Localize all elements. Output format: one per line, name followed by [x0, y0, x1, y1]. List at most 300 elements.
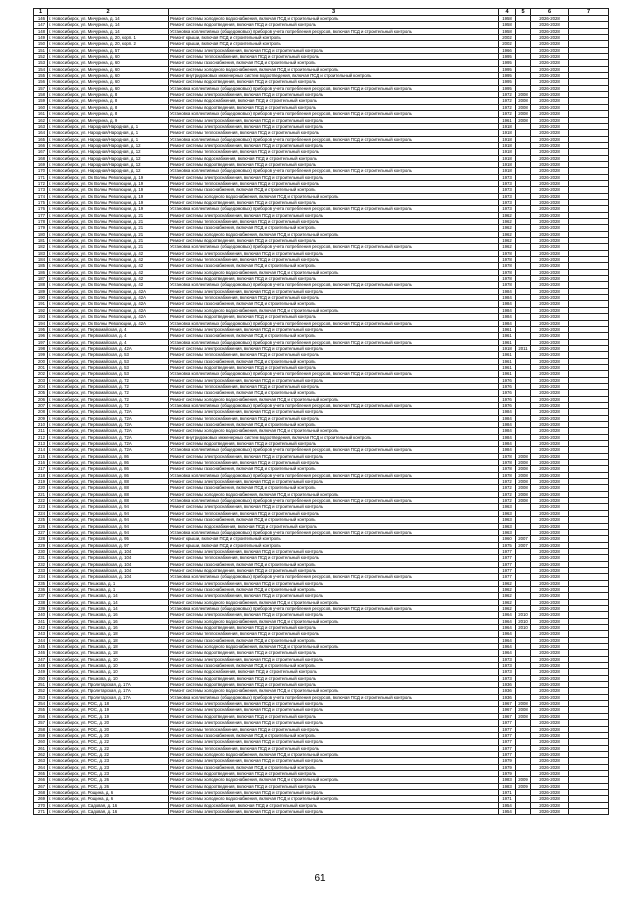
- cell-row-number: 257: [34, 720, 48, 726]
- cell-repair-period: 2026-2028: [531, 656, 569, 662]
- cell-row-number: 201: [34, 364, 48, 370]
- cell-year-built: 1964: [499, 650, 516, 656]
- cell-row-number: 245: [34, 644, 48, 650]
- cell-repair-period: 2026-2028: [531, 364, 569, 370]
- cell-repair-period: 2026-2028: [531, 517, 569, 523]
- cell-row-number: 169: [34, 161, 48, 167]
- cell-year-built: 1918: [499, 123, 516, 129]
- cell-work-type: Ремонт системы электроснабжения, включая ПСД и строительный контроль: [169, 377, 499, 383]
- cell-address: г. Новосибирск, ул. Первомайская, д. 72: [48, 396, 169, 402]
- cell-work-type: Ремонт системы теплоснабжения, включая ПСД и строительный контроль: [169, 295, 499, 301]
- cell-repair-period: 2026-2028: [531, 199, 569, 205]
- cell-year-built: 1966: [499, 47, 516, 53]
- cell-work-type: Ремонт системы электроснабжения, включая ПСД и строительный контроль: [169, 409, 499, 415]
- cell-work-type: Ремонт системы электроснабжения, включая ПСД и строительный контроль: [169, 548, 499, 554]
- cell-work-type: Ремонт системы холодного водоснабжения, включая ПСД и строительный контроль: [169, 777, 499, 783]
- cell-year-built: 1973: [499, 193, 516, 199]
- cell-address: г. Новосибирск, ул. Первомайская, д. 4: [48, 326, 169, 332]
- cell-year-built: 1962: [499, 586, 516, 592]
- cell-address: г. Новосибирск, ул. Первомайская, д. 72: [48, 402, 169, 408]
- cell-row-number: 253: [34, 694, 48, 700]
- cell-address: г. Новосибирск, ул. Мичурина, д. 14: [48, 16, 169, 22]
- cell-row-number: 221: [34, 491, 48, 497]
- cell-address: г. Новосибирск, ул. Пешкова, д. 18: [48, 650, 169, 656]
- cell-work-type: Установка коллективных (общедомовых) приборов учета потребления ресурсов, включая ПСД и строительный контроль: [169, 339, 499, 345]
- cell-row-number: 250: [34, 675, 48, 681]
- cell-row-number: 241: [34, 618, 48, 624]
- cell-row-number: 260: [34, 739, 48, 745]
- cell-repair-period: 2026-2028: [531, 390, 569, 396]
- cell-repair-period: 2026-2028: [531, 231, 569, 237]
- cell-repair-period: 2026-2028: [531, 28, 569, 34]
- cell-repair-period: 2026-2028: [531, 263, 569, 269]
- cell-year-built: 1961: [499, 333, 516, 339]
- cell-row-number: 212: [34, 434, 48, 440]
- cell-work-type: Ремонт системы водоотведения, включая ПСД и строительный контроль: [169, 161, 499, 167]
- cell-row-number: 266: [34, 777, 48, 783]
- cell-address: г. Новосибирск, ул. Ок Волны Революции, д. 42А: [48, 320, 169, 326]
- cell-work-type: Ремонт системы электроснабжения, включая ПСД и строительный контроль: [169, 593, 499, 599]
- cell-work-type: Установка коллективных (общедомовых) приборов учета потребления ресурсов, включая ПСД и строительный контроль: [169, 605, 499, 611]
- cell-address: г. Новосибирск, ул. Народная/Народная, д. 12: [48, 168, 169, 174]
- cell-row-number: 224: [34, 510, 48, 516]
- cell-year-built: 1973: [499, 180, 516, 186]
- cell-year-built: 1936: [499, 682, 516, 688]
- cell-work-type: Ремонт системы теплоснабжения, включая ПСД и строительный контроль: [169, 510, 499, 516]
- cell-row-number: 148: [34, 28, 48, 34]
- cell-year-built: 1918: [499, 142, 516, 148]
- cell-repair-period: 2026-2028: [531, 136, 569, 142]
- cell-year-built: 1978: [499, 472, 516, 478]
- cell-row-number: 204: [34, 383, 48, 389]
- cell-year-built: 1984: [499, 295, 516, 301]
- cell-repair-period: 2026-2028: [531, 694, 569, 700]
- cell-row-number: 185: [34, 263, 48, 269]
- cell-year-built: 1984: [499, 409, 516, 415]
- cell-row-number: 240: [34, 612, 48, 618]
- cell-address: г. Новосибирск, ул. Пешкова, д. 1: [48, 586, 169, 592]
- cell-work-type: Ремонт системы водоотведения, включая ПСД и строительный контроль: [169, 364, 499, 370]
- cell-repair-period: 2026-2028: [531, 123, 569, 129]
- cell-address: г. Новосибирск, ул. Первомайская, д. 72А: [48, 415, 169, 421]
- cell-address: г. Новосибирск, ул. Рощина, д. 6: [48, 796, 169, 802]
- cell-work-type: Установка коллективных (общедомовых) приборов учета потребления ресурсов, включая ПСД и строительный контроль: [169, 694, 499, 700]
- cell-year-built: 1963: [499, 510, 516, 516]
- cell-address: г. Новосибирск, ул. Пешкова, д. 16: [48, 625, 169, 631]
- cell-work-type: Ремонт системы водоотведения, включая ПСД и строительный контроль: [169, 104, 499, 110]
- cell-row-number: 237: [34, 593, 48, 599]
- cell-year-built: 1973: [499, 206, 516, 212]
- cell-year-built: 1977: [499, 555, 516, 561]
- cell-year-built: 1972: [499, 485, 516, 491]
- cell-address: г. Новосибирск, ул. Пешкова, д. 18: [48, 644, 169, 650]
- cell-work-type: Ремонт системы электроснабжения, включая ПСД и строительный контроль: [169, 212, 499, 218]
- cell-repair-period: 2026-2028: [531, 580, 569, 586]
- cell-year-built: 1977: [499, 751, 516, 757]
- cell-address: г. Новосибирск, ул. Мичурина, д. 20, корп. 1: [48, 35, 169, 41]
- cell-address: г. Новосибирск, ул. РОС, д. 23: [48, 764, 169, 770]
- cell-year-built: 1976: [499, 383, 516, 389]
- cell-address: г. Новосибирск, ул. Рощина, д. 6: [48, 789, 169, 795]
- cell-work-type: Ремонт системы газоснабжения, включая ПСД и строительный контроль: [169, 764, 499, 770]
- cell-repair-period: 2026-2028: [531, 631, 569, 637]
- cell-work-type: Ремонт системы холодного водоснабжения, включая ПСД и строительный контроль: [169, 428, 499, 434]
- cell-year-built: 1964: [499, 637, 516, 643]
- cell-work-type: Ремонт системы электроснабжения, включая ПСД и строительный контроль: [169, 453, 499, 459]
- cell-year-reconstructed: 2010: [516, 612, 531, 618]
- cell-row-number: 188: [34, 282, 48, 288]
- cell-year-built: 1967: [499, 701, 516, 707]
- cell-repair-period: 2026-2028: [531, 770, 569, 776]
- cell-address: г. Новосибирск, ул. Пешкова, д. 16: [48, 612, 169, 618]
- cell-row-number: 214: [34, 447, 48, 453]
- cell-work-type: Ремонт крыши, включая ПСД и строительный контроль: [169, 536, 499, 542]
- cell-address: г. Новосибирск, ул. Ок Волны Революции, д. 21: [48, 225, 169, 231]
- cell-address: г. Новосибирск, ул. Мичурина, д. 9: [48, 117, 169, 123]
- cell-address: г. Новосибирск, ул. Первомайская, д. 94: [48, 510, 169, 516]
- cell-work-type: Ремонт системы электроснабжения, включая ПСД и строительный контроль: [169, 92, 499, 98]
- cell-row-number: 158: [34, 92, 48, 98]
- cell-address: г. Новосибирск, ул. Первомайская, д. 72: [48, 383, 169, 389]
- cell-address: г. Новосибирск, ул. РОС, д. 22: [48, 745, 169, 751]
- cell-work-type: Ремонт системы теплоснабжения, включая ПСД и строительный контроль: [169, 555, 499, 561]
- cell-row-number: 246: [34, 650, 48, 656]
- cell-repair-period: 2026-2028: [531, 713, 569, 719]
- cell-repair-period: 2026-2028: [531, 466, 569, 472]
- cell-address: г. Новосибирск, ул. Народная/Народная, д. 1: [48, 123, 169, 129]
- cell-repair-period: 2026-2028: [531, 675, 569, 681]
- cell-address: г. Новосибирск, ул. Ок Волны Революции, д. 19: [48, 180, 169, 186]
- cell-row-number: 232: [34, 561, 48, 567]
- cell-row-number: 199: [34, 352, 48, 358]
- cell-repair-period: 2026-2028: [531, 206, 569, 212]
- cell-address: г. Новосибирск, ул. Первомайская, д. 72: [48, 390, 169, 396]
- header-cell-2: 2: [48, 9, 169, 16]
- cell-year-reconstructed: 2007: [516, 536, 531, 542]
- cell-repair-period: 2026-2028: [531, 422, 569, 428]
- header-cell-1: 1: [34, 9, 48, 16]
- cell-work-type: Установка коллективных (общедомовых) приборов учета потребления ресурсов, включая ПСД и строительный контроль: [169, 574, 499, 580]
- cell-row-number: 209: [34, 415, 48, 421]
- cell-year-built: 1962: [499, 593, 516, 599]
- cell-row-number: 161: [34, 111, 48, 117]
- capital-repair-table: [33, 8, 609, 815]
- cell-year-built: 1977: [499, 548, 516, 554]
- cell-row-number: 163: [34, 123, 48, 129]
- cell-address: г. Новосибирск, ул. Мичурина, д. 60: [48, 73, 169, 79]
- cell-repair-period: 2026-2028: [531, 225, 569, 231]
- cell-repair-period: 2026-2028: [531, 314, 569, 320]
- cell-year-built: 1973: [499, 187, 516, 193]
- cell-address: г. Новосибирск, ул. РОС, д. 20: [48, 720, 169, 726]
- cell-address: г. Новосибирск, ул. Первомайская, д. 94: [48, 517, 169, 523]
- cell-row-number: 176: [34, 206, 48, 212]
- cell-work-type: Ремонт системы теплоснабжения, включая ПСД и строительный контроль: [169, 54, 499, 60]
- cell-year-built: 1961: [499, 352, 516, 358]
- cell-repair-period: 2026-2028: [531, 282, 569, 288]
- cell-work-type: Ремонт крыши, включая ПСД и строительный контроль: [169, 35, 499, 41]
- cell-work-type: Установка коллективных (общедомовых) приборов учета потребления ресурсов, включая ПСД и строительный контроль: [169, 168, 499, 174]
- cell-work-type: Ремонт внутридомовых инженерных систем водоотведения, включая ПСД и строительный контроль: [169, 73, 499, 79]
- cell-year-reconstructed: [516, 808, 531, 814]
- cell-year-built: 1977: [499, 561, 516, 567]
- cell-row-number: 166: [34, 142, 48, 148]
- cell-repair-period: 2026-2028: [531, 460, 569, 466]
- cell-repair-period: 2026-2028: [531, 758, 569, 764]
- cell-repair-period: 2026-2028: [531, 732, 569, 738]
- cell-row-number: 195: [34, 326, 48, 332]
- cell-year-built: 1964: [499, 631, 516, 637]
- cell-address: г. Новосибирск, ул. Первомайская, д. 4: [48, 333, 169, 339]
- cell-address: г. Новосибирск, ул. Пешкова, д. 10: [48, 669, 169, 675]
- cell-row-number: 149: [34, 35, 48, 41]
- cell-year-built: 1967: [499, 713, 516, 719]
- header-cell-5: 5: [516, 9, 531, 16]
- cell-year-built: 1984: [499, 422, 516, 428]
- cell-row-number: 207: [34, 402, 48, 408]
- cell-repair-period: 2026-2028: [531, 682, 569, 688]
- cell-row-number: 233: [34, 567, 48, 573]
- cell-year-built: 1977: [499, 720, 516, 726]
- cell-year-built: 1978: [499, 263, 516, 269]
- cell-year-built: 1978: [499, 282, 516, 288]
- cell-row-number: 178: [34, 219, 48, 225]
- cell-year-built: 1978: [499, 257, 516, 263]
- cell-work-type: Ремонт системы газоснабжения, включая ПСД и строительный контроль: [169, 732, 499, 738]
- cell-address: г. Новосибирск, ул. Первомайская, д. 53: [48, 352, 169, 358]
- cell-year-built: 1972: [499, 98, 516, 104]
- cell-work-type: Ремонт системы водоснабжения, включая ПСД и строительный контроль: [169, 98, 499, 104]
- cell-row-number: 179: [34, 225, 48, 231]
- cell-row-number: 205: [34, 390, 48, 396]
- cell-year-built: 1964: [499, 625, 516, 631]
- cell-year-reconstructed: 2008: [516, 485, 531, 491]
- cell-repair-period: 2026-2028: [531, 529, 569, 535]
- cell-repair-period: 2026-2028: [531, 751, 569, 757]
- cell-work-type: Ремонт системы газоснабжения, включая ПСД и строительный контроль: [169, 225, 499, 231]
- cell-repair-period: 2026-2028: [531, 174, 569, 180]
- cell-repair-period: 2026-2028: [531, 764, 569, 770]
- cell-row-number: 151: [34, 47, 48, 53]
- cell-year-built: 1978: [499, 250, 516, 256]
- cell-work-type: Установка коллективных (общедомовых) приборов учета потребления ресурсов, включая ПСД и строительный контроль: [169, 529, 499, 535]
- cell-year-built: 1963: [499, 504, 516, 510]
- cell-work-type: Ремонт системы электроснабжения, включая ПСД и строительный контроль: [169, 123, 499, 129]
- cell-year-built: 1967: [499, 707, 516, 713]
- cell-row-number: 226: [34, 523, 48, 529]
- cell-address: г. Новосибирск, ул. Ок Волны Революции, д. 19: [48, 174, 169, 180]
- cell-row-number: 194: [34, 320, 48, 326]
- cell-row-number: 252: [34, 688, 48, 694]
- cell-address: г. Новосибирск, ул. Народная/Народная, д. 12: [48, 155, 169, 161]
- cell-address: г. Новосибирск, ул. Первомайская, д. 88: [48, 491, 169, 497]
- cell-work-type: Установка коллективных (общедомовых) приборов учета потребления ресурсов, включая ПСД и строительный контроль: [169, 28, 499, 34]
- cell-year-built: 1962: [499, 244, 516, 250]
- table-row: [34, 453, 609, 459]
- cell-address: г. Новосибирск, ул. Первомайская, д. 86: [48, 453, 169, 459]
- cell-address: г. Новосибирск, ул. Народная/Народная, д. 1: [48, 136, 169, 142]
- cell-year-built: 1978: [499, 276, 516, 282]
- cell-repair-period: 2026-2028: [531, 593, 569, 599]
- cell-repair-period: 2026-2028: [531, 187, 569, 193]
- cell-year-built: 1973: [499, 174, 516, 180]
- cell-repair-period: 2026-2028: [531, 250, 569, 256]
- cell-work-type: Ремонт системы холодного водоснабжения, включая ПСД и строительный контроль: [169, 396, 499, 402]
- cell-address: г. Новосибирск, ул. Пешкова, д. 14: [48, 605, 169, 611]
- cell-address: г. Новосибирск, ул. Первомайская, д. 94: [48, 523, 169, 529]
- cell-year-built: 1971: [499, 796, 516, 802]
- cell-work-type: Ремонт системы водоотведения, включая ПСД и строительный контроль: [169, 650, 499, 656]
- cell-work-type: Ремонт системы теплоснабжения, включая ПСД и строительный контроль: [169, 180, 499, 186]
- cell-work-type: Ремонт системы электроснабжения, включая ПСД и строительный контроль: [169, 250, 499, 256]
- cell-repair-period: 2026-2028: [531, 504, 569, 510]
- cell-year-built: 1984: [499, 301, 516, 307]
- cell-address: г. Новосибирск, ул. РОС, д. 22: [48, 739, 169, 745]
- cell-work-type: Ремонт системы электроснабжения, включая ПСД и строительный контроль: [169, 174, 499, 180]
- cell-year-built: 1984: [499, 314, 516, 320]
- cell-work-type: Ремонт системы электроснабжения, включая ПСД и строительный контроль: [169, 808, 499, 814]
- cell-row-number: 262: [34, 751, 48, 757]
- cell-row-number: 235: [34, 580, 48, 586]
- cell-address: г. Новосибирск, ул. Пешкова, д. 18: [48, 637, 169, 643]
- cell-year-built: 1962: [499, 219, 516, 225]
- cell-repair-period: 2026-2028: [531, 428, 569, 434]
- cell-work-type: Ремонт системы водоснабжения, включая ПСД и строительный контроль: [169, 155, 499, 161]
- cell-repair-period: 2026-2028: [531, 155, 569, 161]
- cell-address: г. Новосибирск, ул. Первомайская, д. 72А: [48, 447, 169, 453]
- cell-address: г. Новосибирск, ул. РОС, д. 22: [48, 751, 169, 757]
- cell-address: г. Новосибирск, ул. Первомайская, д. 104: [48, 555, 169, 561]
- cell-work-type: Ремонт системы холодного водоснабжения, включая ПСД и строительный контроль: [169, 796, 499, 802]
- table-row: [34, 479, 609, 485]
- cell-repair-period: 2026-2028: [531, 548, 569, 554]
- cell-work-type: Ремонт системы холодного водоснабжения, включая ПСД и строительный контроль: [169, 618, 499, 624]
- cell-address: г. Новосибирск, ул. Первомайская, д. 97: [48, 542, 169, 548]
- cell-year-built: 1978: [499, 466, 516, 472]
- cell-year-built: 1936: [499, 688, 516, 694]
- cell-repair-period: 2026-2028: [531, 358, 569, 364]
- cell-work-type: Ремонт системы холодного водоснабжения, включая ПСД и строительный контроль: [169, 269, 499, 275]
- cell-address: г. Новосибирск, ул. Первомайская, д. 72А: [48, 434, 169, 440]
- cell-work-type: Ремонт системы теплоснабжения, включая ПСД и строительный контроль: [169, 745, 499, 751]
- cell-address: г. Новосибирск, ул. Мичурина, д. 57: [48, 47, 169, 53]
- cell-work-type: Ремонт системы газоснабжения, включая ПСД и строительный контроль: [169, 60, 499, 66]
- cell-extra: [569, 808, 609, 814]
- cell-repair-period: 2026-2028: [531, 510, 569, 516]
- cell-address: г. Новосибирск, ул. Народная/Народная, д. 12: [48, 161, 169, 167]
- cell-address: г. Новосибирск, ул. Первомайская, д. 95: [48, 536, 169, 542]
- cell-year-built: 1954: [499, 808, 516, 814]
- cell-year-built: 1961: [499, 364, 516, 370]
- cell-repair-period: 2026-2028: [531, 555, 569, 561]
- cell-work-type: Ремонт системы теплоснабжения, включая ПСД и строительный контроль: [169, 219, 499, 225]
- table-row: [34, 808, 609, 814]
- cell-work-type: Ремонт системы электроснабжения, включая ПСД и строительный контроль: [169, 789, 499, 795]
- cell-work-type: Ремонт системы электроснабжения, включая ПСД и строительный контроль: [169, 758, 499, 764]
- cell-row-number: 162: [34, 117, 48, 123]
- cell-address: г. Новосибирск, ул. Ок Волны Революции, д. 42: [48, 250, 169, 256]
- cell-year-built: 1936: [499, 694, 516, 700]
- cell-year-built: 1984: [499, 307, 516, 313]
- cell-address: г. Новосибирск, ул. Первомайская, д. 72А: [48, 428, 169, 434]
- cell-repair-period: 2026-2028: [531, 650, 569, 656]
- cell-year-built: 1972: [499, 92, 516, 98]
- cell-work-type: Ремонт системы теплоснабжения, включая ПСД и строительный контроль: [169, 415, 499, 421]
- cell-repair-period: 2026-2028: [531, 618, 569, 624]
- cell-year-built: 1962: [499, 231, 516, 237]
- cell-repair-period: 2026-2028: [531, 168, 569, 174]
- cell-address: г. Новосибирск, ул. Ок Волны Революции, д. 21: [48, 238, 169, 244]
- cell-year-reconstructed: 2008: [516, 460, 531, 466]
- cell-repair-period: 2026-2028: [531, 777, 569, 783]
- cell-year-built: 1958: [499, 22, 516, 28]
- cell-repair-period: 2026-2028: [531, 180, 569, 186]
- cell-row-number: 156: [34, 79, 48, 85]
- cell-address: г. Новосибирск, ул. Пешкова, д. 10: [48, 663, 169, 669]
- cell-row-number: 268: [34, 789, 48, 795]
- table-row: [34, 491, 609, 497]
- cell-year-built: 1972: [499, 491, 516, 497]
- cell-row-number: 200: [34, 358, 48, 364]
- cell-repair-period: 2026-2028: [531, 447, 569, 453]
- page-number: 61: [314, 873, 326, 884]
- cell-address: г. Новосибирск, ул. Ок Волны Революции, д. 21: [48, 231, 169, 237]
- cell-repair-period: 2026-2028: [531, 212, 569, 218]
- cell-repair-period: 2026-2028: [531, 567, 569, 573]
- cell-work-type: Ремонт системы газоснабжения, включая ПСД и строительный контроль: [169, 301, 499, 307]
- cell-address: г. Новосибирск, ул. Первомайская, д. 53: [48, 358, 169, 364]
- cell-repair-period: 2026-2028: [531, 345, 569, 351]
- cell-address: г. Новосибирск, ул. Пролетарская, д. 17А: [48, 688, 169, 694]
- cell-year-reconstructed: 2008: [516, 472, 531, 478]
- cell-repair-period: 2026-2028: [531, 238, 569, 244]
- cell-repair-period: 2026-2028: [531, 104, 569, 110]
- cell-row-number: 184: [34, 257, 48, 263]
- cell-repair-period: 2026-2028: [531, 453, 569, 459]
- cell-year-built: 1973: [499, 669, 516, 675]
- cell-year-built: 1984: [499, 415, 516, 421]
- cell-year-built: 1962: [499, 212, 516, 218]
- cell-year-reconstructed: 2008: [516, 713, 531, 719]
- cell-repair-period: 2026-2028: [531, 269, 569, 275]
- cell-work-type: Установка коллективных (общедомовых) приборов учета потребления ресурсов, включая ПСД и строительный контроль: [169, 206, 499, 212]
- cell-year-built: 1973: [499, 675, 516, 681]
- cell-work-type: Ремонт системы электроснабжения, включая ПСД и строительный контроль: [169, 720, 499, 726]
- cell-row-number: 255: [34, 707, 48, 713]
- cell-address: г. Новосибирск, ул. Садовая, д. 16: [48, 802, 169, 808]
- cell-address: г. Новосибирск, ул. Ок Волны Революции, д. 19: [48, 206, 169, 212]
- cell-row-number: 191: [34, 301, 48, 307]
- cell-repair-period: 2026-2028: [531, 142, 569, 148]
- cell-address: г. Новосибирск, ул. Первомайская, д. 53: [48, 371, 169, 377]
- cell-address: г. Новосибирск, ул. Ок Волны Революции, д. 42: [48, 276, 169, 282]
- cell-address: г. Новосибирск, ул. Первомайская, д. 72А: [48, 441, 169, 447]
- cell-year-built: 1972: [499, 498, 516, 504]
- cell-row-number: 267: [34, 783, 48, 789]
- cell-repair-period: 2026-2028: [531, 726, 569, 732]
- cell-row-number: 271: [34, 808, 48, 814]
- cell-row-number: 270: [34, 802, 48, 808]
- cell-address: г. Новосибирск, ул. Первомайская, д. 86: [48, 460, 169, 466]
- cell-repair-period: 2026-2028: [531, 783, 569, 789]
- cell-year-built: 1978: [499, 460, 516, 466]
- cell-row-number: 230: [34, 548, 48, 554]
- cell-row-number: 243: [34, 631, 48, 637]
- cell-year-built: 1973: [499, 656, 516, 662]
- cell-repair-period: 2026-2028: [531, 701, 569, 707]
- cell-address: г. Новосибирск, ул. Мичурина, д. 60: [48, 85, 169, 91]
- cell-year-built: 1976: [499, 402, 516, 408]
